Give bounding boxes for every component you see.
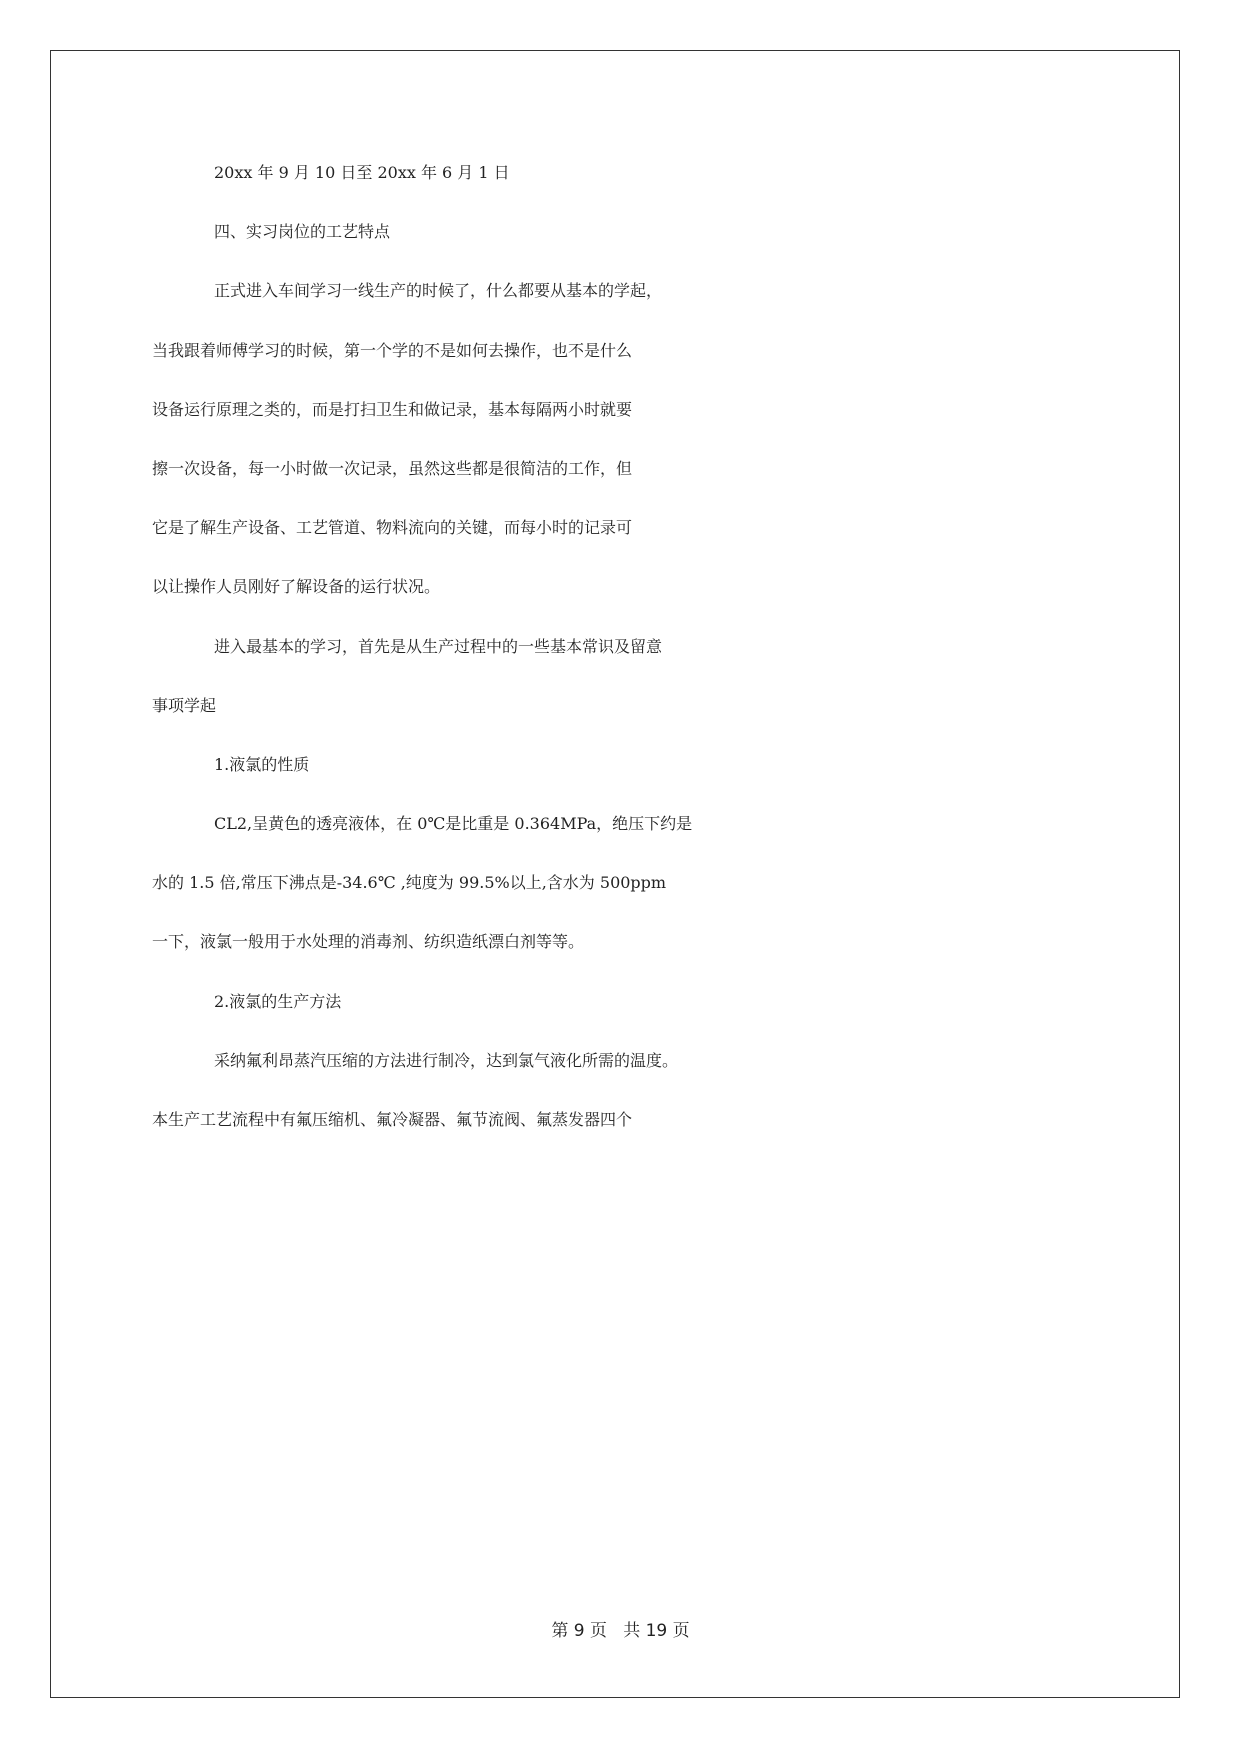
paragraph-line: 采纳氟利昂蒸汽压缩的方法进行制冷，达到氯气液化所需的温度。 — [214, 1050, 679, 1070]
subheading-liquid-chlorine-properties: 1.液氯的性质 — [214, 754, 310, 774]
paragraph-line: CL2,呈黄色的透亮液体，在 0℃是比重是 0.364MPa，绝压下约是 — [214, 814, 693, 834]
subheading-production-method: 2.液氯的生产方法 — [214, 991, 342, 1011]
paragraph-line: 当我跟着师傅学习的时候，第一个学的不是如何去操作，也不是什么 — [152, 340, 633, 360]
date-range-line: 20xx 年 9 月 10 日至 20xx 年 6 月 1 日 — [214, 163, 510, 182]
paragraph-line: 水的 1.5 倍,常压下沸点是-34.6℃ ,纯度为 99.5%以上,含水为 500ppm — [152, 873, 667, 893]
section-heading-4: 四、实习岗位的工艺特点 — [214, 222, 391, 242]
paragraph-line: 设备运行原理之类的，而是打扫卫生和做记录，基本每隔两小时就要 — [152, 399, 633, 419]
paragraph-line: 事项学起 — [152, 695, 217, 715]
paragraph-line: 本生产工艺流程中有氟压缩机、氟冷凝器、氟节流阀、氟蒸发器四个 — [152, 1110, 633, 1129]
paragraph-line: 进入最基本的学习，首先是从生产过程中的一些基本常识及留意 — [214, 636, 663, 656]
paragraph-line: 一下，液氯一般用于水处理的消毒剂、纺织造纸漂白剂等等。 — [152, 932, 585, 952]
paragraph-line: 正式进入车间学习一线生产的时候了，什么都要从基本的学起， — [214, 281, 663, 301]
paragraph-line: 它是了解生产设备、工艺管道、物料流向的关键，而每小时的记录可 — [152, 518, 633, 538]
paragraph-line: 擦一次设备，每一小时做一次记录，虽然这些都是很简洁的工作，但 — [152, 458, 633, 478]
page-number-footer: 第 9 页 共 19 页 — [551, 1621, 690, 1641]
document-body — [152, 160, 1088, 1166]
paragraph-line: 以让操作人员刚好了解设备的运行状况。 — [152, 577, 441, 597]
